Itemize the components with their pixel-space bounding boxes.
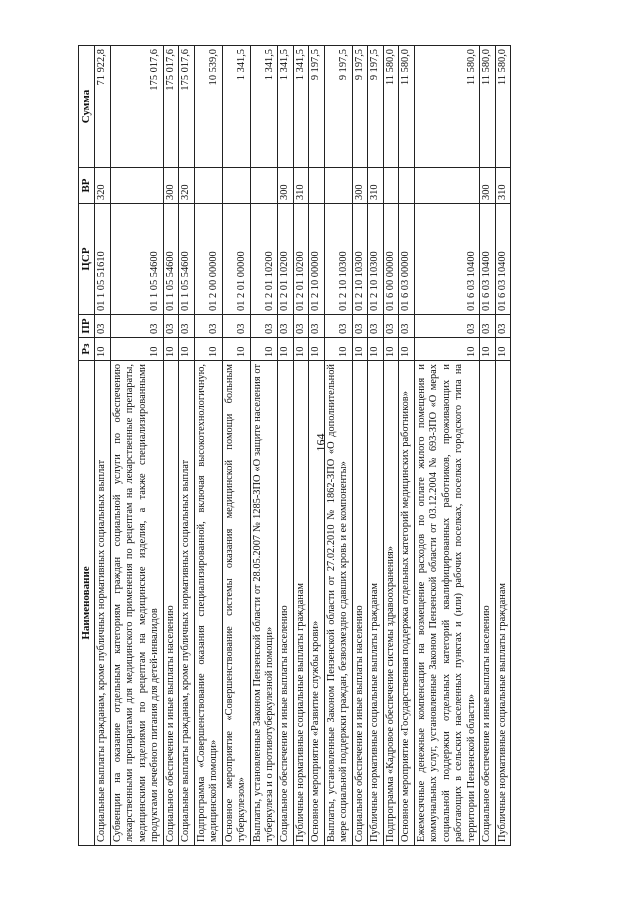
table-row bbox=[278, 46, 293, 846]
header-csr: ЦСР bbox=[79, 204, 95, 315]
cell-csr: 01 2 10 10300 bbox=[368, 204, 383, 315]
header-sum: Сумма bbox=[79, 46, 95, 168]
cell-vr: 320 bbox=[95, 168, 110, 204]
cell-name: Социальное обеспечение и иные выплаты населению bbox=[278, 361, 293, 846]
cell-vr bbox=[383, 168, 398, 204]
cell-name: Публичные нормативные социальные выплаты гражданам bbox=[368, 361, 383, 846]
table-row bbox=[495, 46, 510, 846]
cell-pr: 03 bbox=[352, 315, 367, 338]
header-pr: ПР bbox=[79, 315, 95, 338]
table-row bbox=[309, 46, 324, 846]
cell-rz: 10 bbox=[179, 338, 194, 361]
cell-rz: 10 bbox=[352, 338, 367, 361]
cell-rz: 10 bbox=[368, 338, 383, 361]
cell-pr: 03 bbox=[95, 315, 110, 338]
rotated-page bbox=[78, 46, 511, 846]
cell-sum: 175 017,6 bbox=[179, 46, 194, 168]
cell-rz: 10 bbox=[278, 338, 293, 361]
cell-pr: 03 bbox=[293, 315, 308, 338]
cell-vr: 310 bbox=[293, 168, 308, 204]
cell-csr: 01 1 05 54600 bbox=[163, 204, 178, 315]
cell-vr: 300 bbox=[352, 168, 367, 204]
cell-csr: 01 2 10 00000 bbox=[309, 204, 324, 315]
table-row bbox=[383, 46, 398, 846]
cell-csr: 01 6 03 00000 bbox=[399, 204, 414, 315]
cell-rz: 10 bbox=[293, 338, 308, 361]
cell-csr: 01 2 01 00000 bbox=[222, 204, 250, 315]
table-row bbox=[414, 46, 479, 846]
cell-sum: 9 197,5 bbox=[309, 46, 324, 168]
cell-sum: 11 580,0 bbox=[399, 46, 414, 168]
cell-pr: 03 bbox=[383, 315, 398, 338]
cell-rz: 10 bbox=[324, 338, 352, 361]
cell-name: Основное мероприятие «Государственная поддержка отдельных категорий медицинских работников» bbox=[399, 361, 414, 846]
table-row bbox=[179, 46, 194, 846]
cell-pr: 03 bbox=[163, 315, 178, 338]
cell-name: Субвенции на оказание отдельным категориям граждан социальной услуги по обеспечению лекарственными препаратами для медицинского применения по рецептам на лекарственные препараты, медицинскими изделиями по рецептам на медицинские изделия, а также специализированными продуктами лечебного питания для детей-инвалидов bbox=[110, 361, 163, 846]
cell-rz: 10 bbox=[250, 338, 278, 361]
cell-sum: 11 580,0 bbox=[383, 46, 398, 168]
cell-vr: 310 bbox=[368, 168, 383, 204]
table-row bbox=[368, 46, 383, 846]
cell-sum: 9 197,5 bbox=[324, 46, 352, 168]
cell-sum: 1 341,5 bbox=[278, 46, 293, 168]
cell-name: Публичные нормативные социальные выплаты гражданам bbox=[293, 361, 308, 846]
header-rz: Рз bbox=[79, 338, 95, 361]
cell-pr: 03 bbox=[414, 315, 479, 338]
cell-vr bbox=[414, 168, 479, 204]
cell-vr bbox=[250, 168, 278, 204]
cell-rz: 10 bbox=[383, 338, 398, 361]
cell-vr: 310 bbox=[495, 168, 510, 204]
cell-name: Выплаты, установленные Законом Пензенской области от 27.02.2010 № 1862-ЗПО «О дополнительной мере социальной поддержки граждан, безвозмездно сдавших кровь и ее компоненты» bbox=[324, 361, 352, 846]
page-number: 164 bbox=[313, 433, 328, 452]
cell-rz: 10 bbox=[194, 338, 222, 361]
cell-csr: 01 2 01 10200 bbox=[250, 204, 278, 315]
cell-vr bbox=[399, 168, 414, 204]
header-vr: ВР bbox=[79, 168, 95, 204]
cell-name: Публичные нормативные социальные выплаты гражданам bbox=[495, 361, 510, 846]
cell-rz: 10 bbox=[163, 338, 178, 361]
cell-sum: 10 539,0 bbox=[194, 46, 222, 168]
table-row bbox=[250, 46, 278, 846]
table-row bbox=[352, 46, 367, 846]
cell-sum: 1 341,5 bbox=[250, 46, 278, 168]
cell-vr bbox=[194, 168, 222, 204]
cell-csr: 01 6 00 00000 bbox=[383, 204, 398, 315]
cell-name: Социальные выплаты гражданам, кроме публичных нормативных социальных выплат bbox=[179, 361, 194, 846]
cell-csr: 01 6 03 10400 bbox=[495, 204, 510, 315]
cell-pr: 03 bbox=[368, 315, 383, 338]
cell-vr: 320 bbox=[179, 168, 194, 204]
cell-pr: 03 bbox=[324, 315, 352, 338]
header-name: Наименование bbox=[79, 361, 95, 846]
cell-pr: 03 bbox=[250, 315, 278, 338]
cell-vr bbox=[222, 168, 250, 204]
cell-vr: 300 bbox=[278, 168, 293, 204]
cell-rz: 10 bbox=[222, 338, 250, 361]
cell-vr: 300 bbox=[480, 168, 495, 204]
table-row bbox=[293, 46, 308, 846]
cell-pr: 03 bbox=[110, 315, 163, 338]
cell-name: Социальное обеспечение и иные выплаты населению bbox=[352, 361, 367, 846]
cell-pr: 03 bbox=[179, 315, 194, 338]
cell-rz: 10 bbox=[414, 338, 479, 361]
cell-name: Социальные выплаты гражданам, кроме публичных нормативных социальных выплат bbox=[95, 361, 110, 846]
table-header bbox=[79, 46, 95, 846]
cell-name: Подпрограмма «Кадровое обеспечение системы здравоохранения» bbox=[383, 361, 398, 846]
cell-csr: 01 1 05 54600 bbox=[110, 204, 163, 315]
cell-sum: 11 580,0 bbox=[414, 46, 479, 168]
cell-csr: 01 2 01 10200 bbox=[293, 204, 308, 315]
cell-rz: 10 bbox=[309, 338, 324, 361]
cell-sum: 1 341,5 bbox=[222, 46, 250, 168]
cell-csr: 01 6 03 10400 bbox=[414, 204, 479, 315]
table-row bbox=[480, 46, 495, 846]
table-row bbox=[163, 46, 178, 846]
cell-pr: 03 bbox=[309, 315, 324, 338]
cell-sum: 71 922,8 bbox=[95, 46, 110, 168]
cell-rz: 10 bbox=[399, 338, 414, 361]
cell-pr: 03 bbox=[222, 315, 250, 338]
cell-sum: 175 017,6 bbox=[163, 46, 178, 168]
cell-csr: 01 2 10 10300 bbox=[352, 204, 367, 315]
cell-rz: 10 bbox=[495, 338, 510, 361]
cell-pr: 03 bbox=[399, 315, 414, 338]
cell-vr: 300 bbox=[163, 168, 178, 204]
cell-name: Социальное обеспечение и иные выплаты населению bbox=[480, 361, 495, 846]
cell-csr: 01 1 05 54600 bbox=[179, 204, 194, 315]
cell-csr: 01 6 03 10400 bbox=[480, 204, 495, 315]
cell-csr: 01 2 00 00000 bbox=[194, 204, 222, 315]
cell-rz: 10 bbox=[110, 338, 163, 361]
cell-rz: 10 bbox=[95, 338, 110, 361]
cell-sum: 11 580,0 bbox=[495, 46, 510, 168]
cell-rz: 10 bbox=[480, 338, 495, 361]
cell-sum: 9 197,5 bbox=[368, 46, 383, 168]
cell-pr: 03 bbox=[194, 315, 222, 338]
budget-table bbox=[78, 45, 511, 846]
cell-vr bbox=[324, 168, 352, 204]
cell-vr bbox=[309, 168, 324, 204]
cell-name: Подпрограмма «Совершенствование оказания специализированной, включая высокотехнологичную, медицинской помощи» bbox=[194, 361, 222, 846]
cell-pr: 03 bbox=[480, 315, 495, 338]
cell-name: Основное мероприятие «Совершенствование системы оказания медицинской помощи больным туберкулезом» bbox=[222, 361, 250, 846]
cell-sum: 11 580,0 bbox=[480, 46, 495, 168]
table-row bbox=[399, 46, 414, 846]
table-row bbox=[194, 46, 222, 846]
table-row bbox=[324, 46, 352, 846]
cell-csr: 01 2 10 10300 bbox=[324, 204, 352, 315]
cell-sum: 175 017,6 bbox=[110, 46, 163, 168]
table-row bbox=[110, 46, 163, 846]
table-row bbox=[222, 46, 250, 846]
cell-name: Основное мероприятие «Развитие службы крови» bbox=[309, 361, 324, 846]
cell-sum: 1 341,5 bbox=[293, 46, 308, 168]
cell-name: Социальное обеспечение и иные выплаты населению bbox=[163, 361, 178, 846]
table-row bbox=[95, 46, 110, 846]
table-body bbox=[95, 46, 511, 846]
cell-name: Выплаты, установленные Законом Пензенской области от 28.05.2007 № 1285-ЗПО «О защите населения от туберкулеза и о противотуберкулезной помощи» bbox=[250, 361, 278, 846]
cell-name: Ежемесячные денежные компенсации на возмещение расходов по оплате жилого помещения и коммунальных услуг, установленные Законом Пензенской области от 03.12.2004 № 693-ЗПО «О мерах социальной поддержки отдельных категорий квалифицированных работников, проживающих и работающих в сельских населенных пунктах и (или) рабочих поселках, поселках городского типа на территории Пензенской области» bbox=[414, 361, 479, 846]
cell-pr: 03 bbox=[495, 315, 510, 338]
cell-vr bbox=[110, 168, 163, 204]
cell-pr: 03 bbox=[278, 315, 293, 338]
cell-csr: 01 2 01 10200 bbox=[278, 204, 293, 315]
cell-csr: 01 1 05 51610 bbox=[95, 204, 110, 315]
cell-sum: 9 197,5 bbox=[352, 46, 367, 168]
